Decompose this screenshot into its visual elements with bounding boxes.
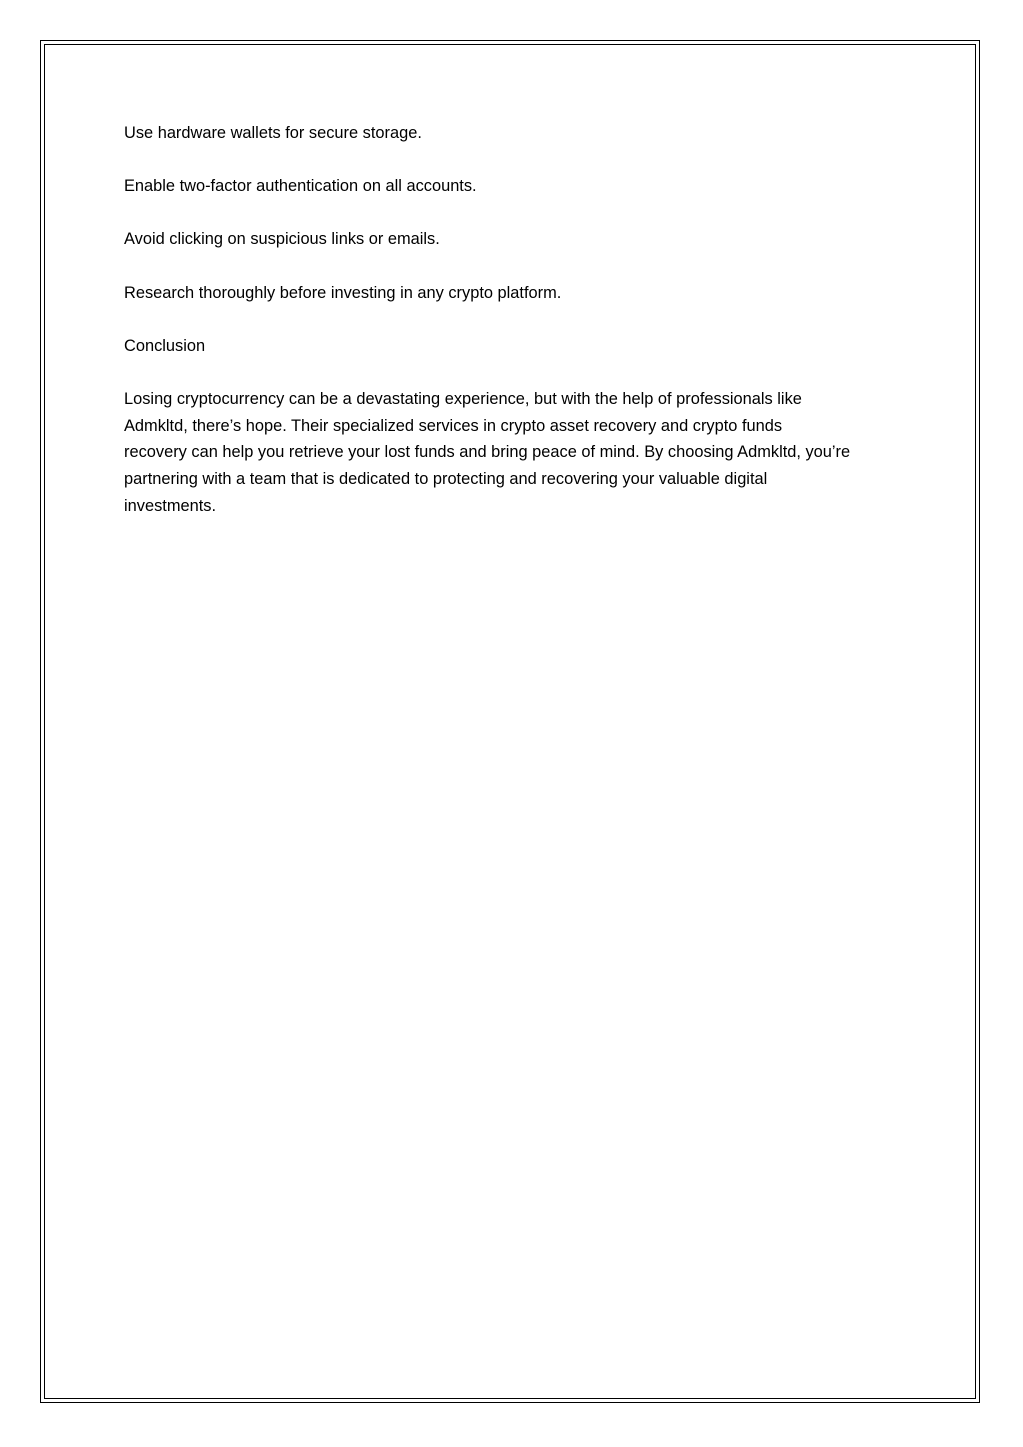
document-body <box>124 120 904 546</box>
conclusion-line: partnering with a team that is dedicated to protecting and recovering your valuable digital <box>124 470 768 489</box>
tip-two-factor: Enable two-factor authentication on all accounts. <box>124 177 477 196</box>
tip-research: Research thoroughly before investing in any crypto platform. <box>124 283 562 302</box>
conclusion-line: Losing cryptocurrency can be a devastating experience, but with the help of professionals like <box>124 390 802 409</box>
section-heading-conclusion: Conclusion <box>124 336 206 355</box>
tip-hardware-wallets: Use hardware wallets for secure storage. <box>124 124 422 142</box>
conclusion-paragraph <box>124 386 904 520</box>
tip-suspicious-links: Avoid clicking on suspicious links or emails. <box>124 230 440 249</box>
conclusion-line: Admkltd, there’s hope. Their specialized services in crypto asset recovery and crypto funds <box>124 416 783 435</box>
conclusion-line: recovery can help you retrieve your lost funds and bring peace of mind. By choosing Admkltd, you’re <box>124 443 851 462</box>
conclusion-line: investments. <box>124 496 217 515</box>
